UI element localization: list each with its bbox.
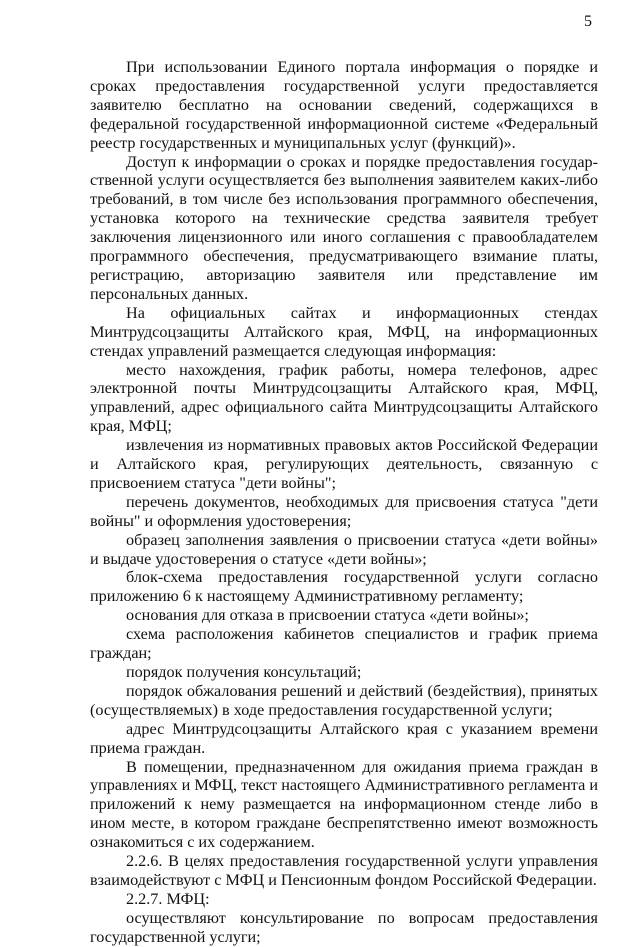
paragraph-access-info: Доступ к информации о сроках и порядке предоставления государственной услуги осуществляется без выполнения заявителем каких-либо требований, в том числе без использования программного обеспечения, установка которого на технические средства заявителя требует заключения лицензионного или иного соглашения с правообладателем программного обеспечения, предусматривающего взимание платы, регистрацию, авторизацию заявителя или представление им персональных данных.	[90, 152, 598, 303]
document-body	[90, 58, 598, 947]
page-number: 5	[584, 13, 592, 30]
list-item-location: место нахождения, график работы, номера телефонов, адрес электронной почты Минтрудсоцзащиты Алтайского края, МФЦ, управлений, адрес официального сайта Минтрудсоцзащиты Алтайского края, МФЦ;	[90, 360, 598, 436]
list-item-appeal: порядок обжалования решений и действий (бездействия), принятых (осуществляемых) в ходе предоставления государственной услуги;	[90, 681, 598, 719]
list-item-extracts: извлечения из нормативных правовых актов Российской Федерации и Алтайского края, регулирующих деятельность, связанную с присвоением статуса "дети войны";	[90, 436, 598, 492]
paragraph-waiting-room: В помещении, предназначенном для ожидания приема граждан в управлениях и МФЦ, текст настоящего Административного регламента и приложений к нему размещается на информационном стенде либо в ином месте, в котором граждане беспрепятственно имеют возможность ознакомиться с их содержанием.	[90, 757, 598, 852]
list-item-office-layout: схема расположения кабинетов специалистов и график приема граждан;	[90, 625, 598, 663]
list-item-address: адрес Минтрудсоцзащиты Алтайского края с указанием времени приема граждан.	[90, 719, 598, 757]
paragraph-unified-portal: При использовании Единого портала информация о порядке и сроках предоставления государственной услуги предоставляется заявителю бесплатно на основании сведений, содержащихся в федеральной государственной информационной системе «Федеральный реестр государственных и муниципальных услуг (функций)».	[90, 58, 598, 152]
paragraph-consulting: осуществляют консультирование по вопросам предоставления государственной услуги;	[90, 908, 598, 946]
list-item-application-sample: образец заполнения заявления о присвоении статуса «дети войны» и выдаче удостоверения о статусе «дети войны»;	[90, 530, 598, 568]
paragraph-official-sites: На официальных сайтах и информационных стендах Минтрудсоцзащиты Алтайского края, МФЦ, на информационных стендах управлений размещается следующая информация:	[90, 303, 598, 360]
list-item-flowchart: блок-схема предоставления государственной услуги согласно приложению 6 к настоящему Административному регламенту;	[90, 568, 598, 606]
list-item-consultations: порядок получения консультаций;	[126, 663, 362, 681]
list-item-refusal-grounds: основания для отказа в присвоении статуса «дети войны»;	[126, 606, 529, 625]
list-item-documents: перечень документов, необходимых для присвоения статуса "дети войны" и оформления удостоверения;	[90, 492, 598, 530]
paragraph-2-2-7: 2.2.7. МФЦ:	[126, 889, 210, 908]
paragraph-2-2-6: 2.2.6. В целях предоставления государственной услуги управления взаимодействуют с МФЦ и Пенсионным фондом Российской Федерации.	[90, 852, 598, 889]
